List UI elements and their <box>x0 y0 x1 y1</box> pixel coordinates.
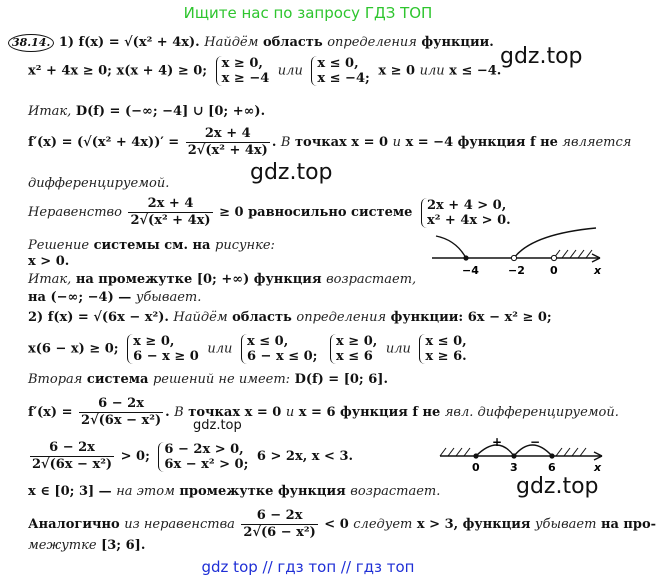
printed-text: промежутке <box>179 484 274 499</box>
printed-text: системы см. на <box>93 238 211 253</box>
point <box>549 453 554 458</box>
printed-text: x > 3, функция <box>416 517 531 532</box>
tick-label: 6 <box>548 461 556 474</box>
system-row: 6 − x ≥ 0 <box>133 349 199 364</box>
system-row: x ≤ 0, <box>317 56 359 71</box>
axis-label: x <box>594 461 602 474</box>
line-11 <box>28 310 552 326</box>
numerator: 2x + 4 <box>186 126 270 143</box>
graph-curve-right <box>514 228 596 258</box>
watermark-bottom-right: gdz.top <box>516 474 599 499</box>
printed-text: область <box>232 310 292 325</box>
handwritten-text: или <box>207 341 233 357</box>
function-1: f(x) = √(x² + 4x). <box>78 35 200 50</box>
system-row: 6 − 2x > 0, <box>164 441 244 457</box>
printed-text: x = 6 функция f не <box>298 405 441 420</box>
handwritten-text: или <box>277 63 303 79</box>
printed-text: < 0 <box>324 517 349 532</box>
handwritten-text: явл. дифференцируемой. <box>444 405 619 420</box>
fraction <box>128 196 212 229</box>
numerator: 6 − 2x <box>30 440 114 457</box>
printed-text: область <box>262 35 323 50</box>
handwritten-text: следует <box>353 517 413 532</box>
handwritten-text: возрастает. <box>350 484 441 499</box>
point <box>511 453 516 458</box>
problem-number: 38.14. <box>8 34 54 52</box>
handwritten-text: убывает <box>535 517 597 532</box>
printed-text: x > 0. <box>28 254 70 269</box>
line-7 <box>28 238 275 254</box>
system-row: x ≥ 0, <box>133 334 175 349</box>
printed-text: x ≤ −4. <box>449 63 502 79</box>
handwritten-text: В <box>174 405 184 420</box>
handwritten-text: из неравенства <box>124 517 235 532</box>
denominator: 2√(x² + 4x) <box>130 213 211 228</box>
handwritten-text: или <box>419 63 445 79</box>
handwritten-text: Найдём <box>173 310 228 325</box>
handwritten-text: дифференцируемой. <box>28 176 170 191</box>
printed-text: функции. <box>421 35 494 50</box>
line-12 <box>28 334 471 364</box>
printed-text: на (−∞; −4) — <box>28 290 132 305</box>
denominator: 2√(6x − x²) <box>32 457 113 472</box>
fraction <box>30 440 114 473</box>
domain-result: D(f) = (−∞; −4] ∪ [0; +∞). <box>75 104 266 119</box>
system-3 <box>330 334 377 364</box>
system-row: x ≤ 0, <box>246 334 289 349</box>
printed-text: функция <box>277 484 346 499</box>
tick-label: 3 <box>510 461 518 474</box>
line-4 <box>28 126 631 159</box>
handwritten-text: Неравенство <box>28 205 122 220</box>
printed-text: x ∈ [0; 3] — <box>28 484 112 499</box>
numerator: 2x + 4 <box>128 196 212 213</box>
system-row: x ≤ 0, <box>425 334 467 349</box>
fraction <box>241 508 317 541</box>
tick-label: 0 <box>472 461 480 474</box>
line-14 <box>28 396 619 429</box>
line-10 <box>28 290 201 306</box>
system-row: x ≥ 0, <box>221 56 263 71</box>
function-2: f(x) = √(6x − x²). <box>47 310 169 325</box>
printed-text: точках x = 0 <box>188 405 282 420</box>
derivative: f′(x) = <box>28 405 73 420</box>
handwritten-text: определения <box>296 310 387 325</box>
line-16 <box>28 484 440 500</box>
sign-label: + <box>492 435 503 449</box>
handwritten-text: В <box>280 135 291 150</box>
search-banner: Ищите нас по запросу ГДЗ ТОП <box>183 4 433 22</box>
point <box>511 255 516 260</box>
watermark-top-right: gdz.top <box>500 44 583 69</box>
line-17 <box>28 508 656 541</box>
fraction <box>186 126 270 159</box>
handwritten-text: определения <box>327 35 417 50</box>
watermark-small: gdz.top <box>193 418 242 433</box>
system-row: 2x + 4 > 0, <box>426 197 507 213</box>
tick-label: −4 <box>462 264 479 277</box>
system-2 <box>241 334 318 364</box>
line-2 <box>28 56 501 86</box>
system-row: 6x − x² > 0; <box>164 456 249 472</box>
graph-curve-left <box>436 236 466 258</box>
sign-label: − <box>530 435 541 449</box>
line-5 <box>28 176 169 192</box>
line-15 <box>28 440 353 473</box>
sign-graph-1 <box>428 222 608 280</box>
system-1 <box>216 56 270 86</box>
printed-text: [3; 6]. <box>101 538 146 553</box>
line-13 <box>28 372 388 388</box>
inequality: x² + 4x ≥ 0; x(x + 4) ≥ 0; <box>28 63 208 79</box>
handwritten-text: межутке <box>28 538 97 553</box>
handwritten-text: Итак, <box>28 104 72 119</box>
system-row: x ≥ 6. <box>425 349 467 364</box>
line-9 <box>28 272 416 288</box>
system-4 <box>419 334 466 364</box>
system-row: x ≥ −4 <box>221 71 270 86</box>
system-2 <box>311 56 369 86</box>
handwritten-text: на этом <box>116 484 175 499</box>
system-1 <box>127 334 199 364</box>
system-row: 6 − x ≤ 0; <box>246 349 318 364</box>
punctuation: . <box>271 135 277 150</box>
handwritten-text: возрастает, <box>326 272 417 287</box>
printed-text: на про- <box>600 517 656 532</box>
line-1 <box>8 34 494 52</box>
printed-text: система <box>86 372 149 387</box>
printed-text: > 0; <box>120 449 150 464</box>
axis-label: x <box>594 264 602 277</box>
line-18 <box>28 538 145 554</box>
inequality: x(6 − x) ≥ 0; <box>28 341 119 357</box>
handwritten-text: и <box>285 405 295 420</box>
handwritten-text: Итак, <box>28 272 72 287</box>
handwritten-text: рисунке: <box>215 238 275 253</box>
handwritten-text: является <box>562 135 632 150</box>
handwritten-text: решений не имеет: <box>152 372 291 387</box>
printed-text: точках x = 0 <box>294 135 389 150</box>
point <box>463 255 468 260</box>
handwritten-text: Вторая <box>28 372 83 387</box>
denominator: 2√(x² + 4x) <box>187 143 268 158</box>
tick-label: −2 <box>508 264 525 277</box>
printed-text: x ≥ 0 <box>378 63 416 79</box>
printed-text: Аналогично <box>28 517 120 532</box>
domain-result: D(f) = [0; 6]. <box>294 372 388 387</box>
handwritten-text: убывает. <box>135 290 202 305</box>
tick-label: 0 <box>550 264 558 277</box>
system-row: x ≤ −4; <box>317 71 370 86</box>
handwritten-text: Найдём <box>204 35 259 50</box>
part-2-label: 2) <box>28 310 44 325</box>
denominator: 2√(6x − x²) <box>81 413 162 428</box>
numerator: 6 − 2x <box>79 396 163 413</box>
denominator: 2√(6 − x²) <box>243 525 316 540</box>
printed-text: 6 > 2x, x < 3. <box>256 449 354 464</box>
point <box>551 255 556 260</box>
punctuation: . <box>165 405 170 420</box>
sign-graph-2 <box>436 428 608 476</box>
numerator: 6 − 2x <box>241 508 317 525</box>
printed-text: ≥ 0 равносильно системе <box>219 205 413 220</box>
system-row: x ≥ 0, <box>336 334 378 349</box>
derivative: f′(x) = (√(x² + 4x))′ = <box>28 135 180 150</box>
hatching <box>554 250 592 258</box>
part-1-label: 1) <box>58 35 75 50</box>
handwritten-text: или <box>385 341 411 357</box>
handwritten-text: и <box>392 135 401 150</box>
line-8 <box>28 254 69 270</box>
footer-links[interactable]: gdz top // гдз топ // гдз топ <box>201 558 415 576</box>
printed-text: x = −4 функция f не <box>405 135 558 150</box>
printed-text: на промежутке [0; +∞) функция <box>75 272 322 287</box>
fraction <box>79 396 163 429</box>
watermark-center: gdz.top <box>250 160 333 185</box>
handwritten-text: Решение <box>28 238 90 253</box>
printed-text: функции: 6x − x² ≥ 0; <box>390 310 552 325</box>
system <box>158 442 248 472</box>
point <box>473 453 478 458</box>
system-row: x² + 4x > 0. <box>426 212 511 228</box>
system-row: x ≤ 6 <box>336 349 373 364</box>
line-3 <box>28 104 265 120</box>
